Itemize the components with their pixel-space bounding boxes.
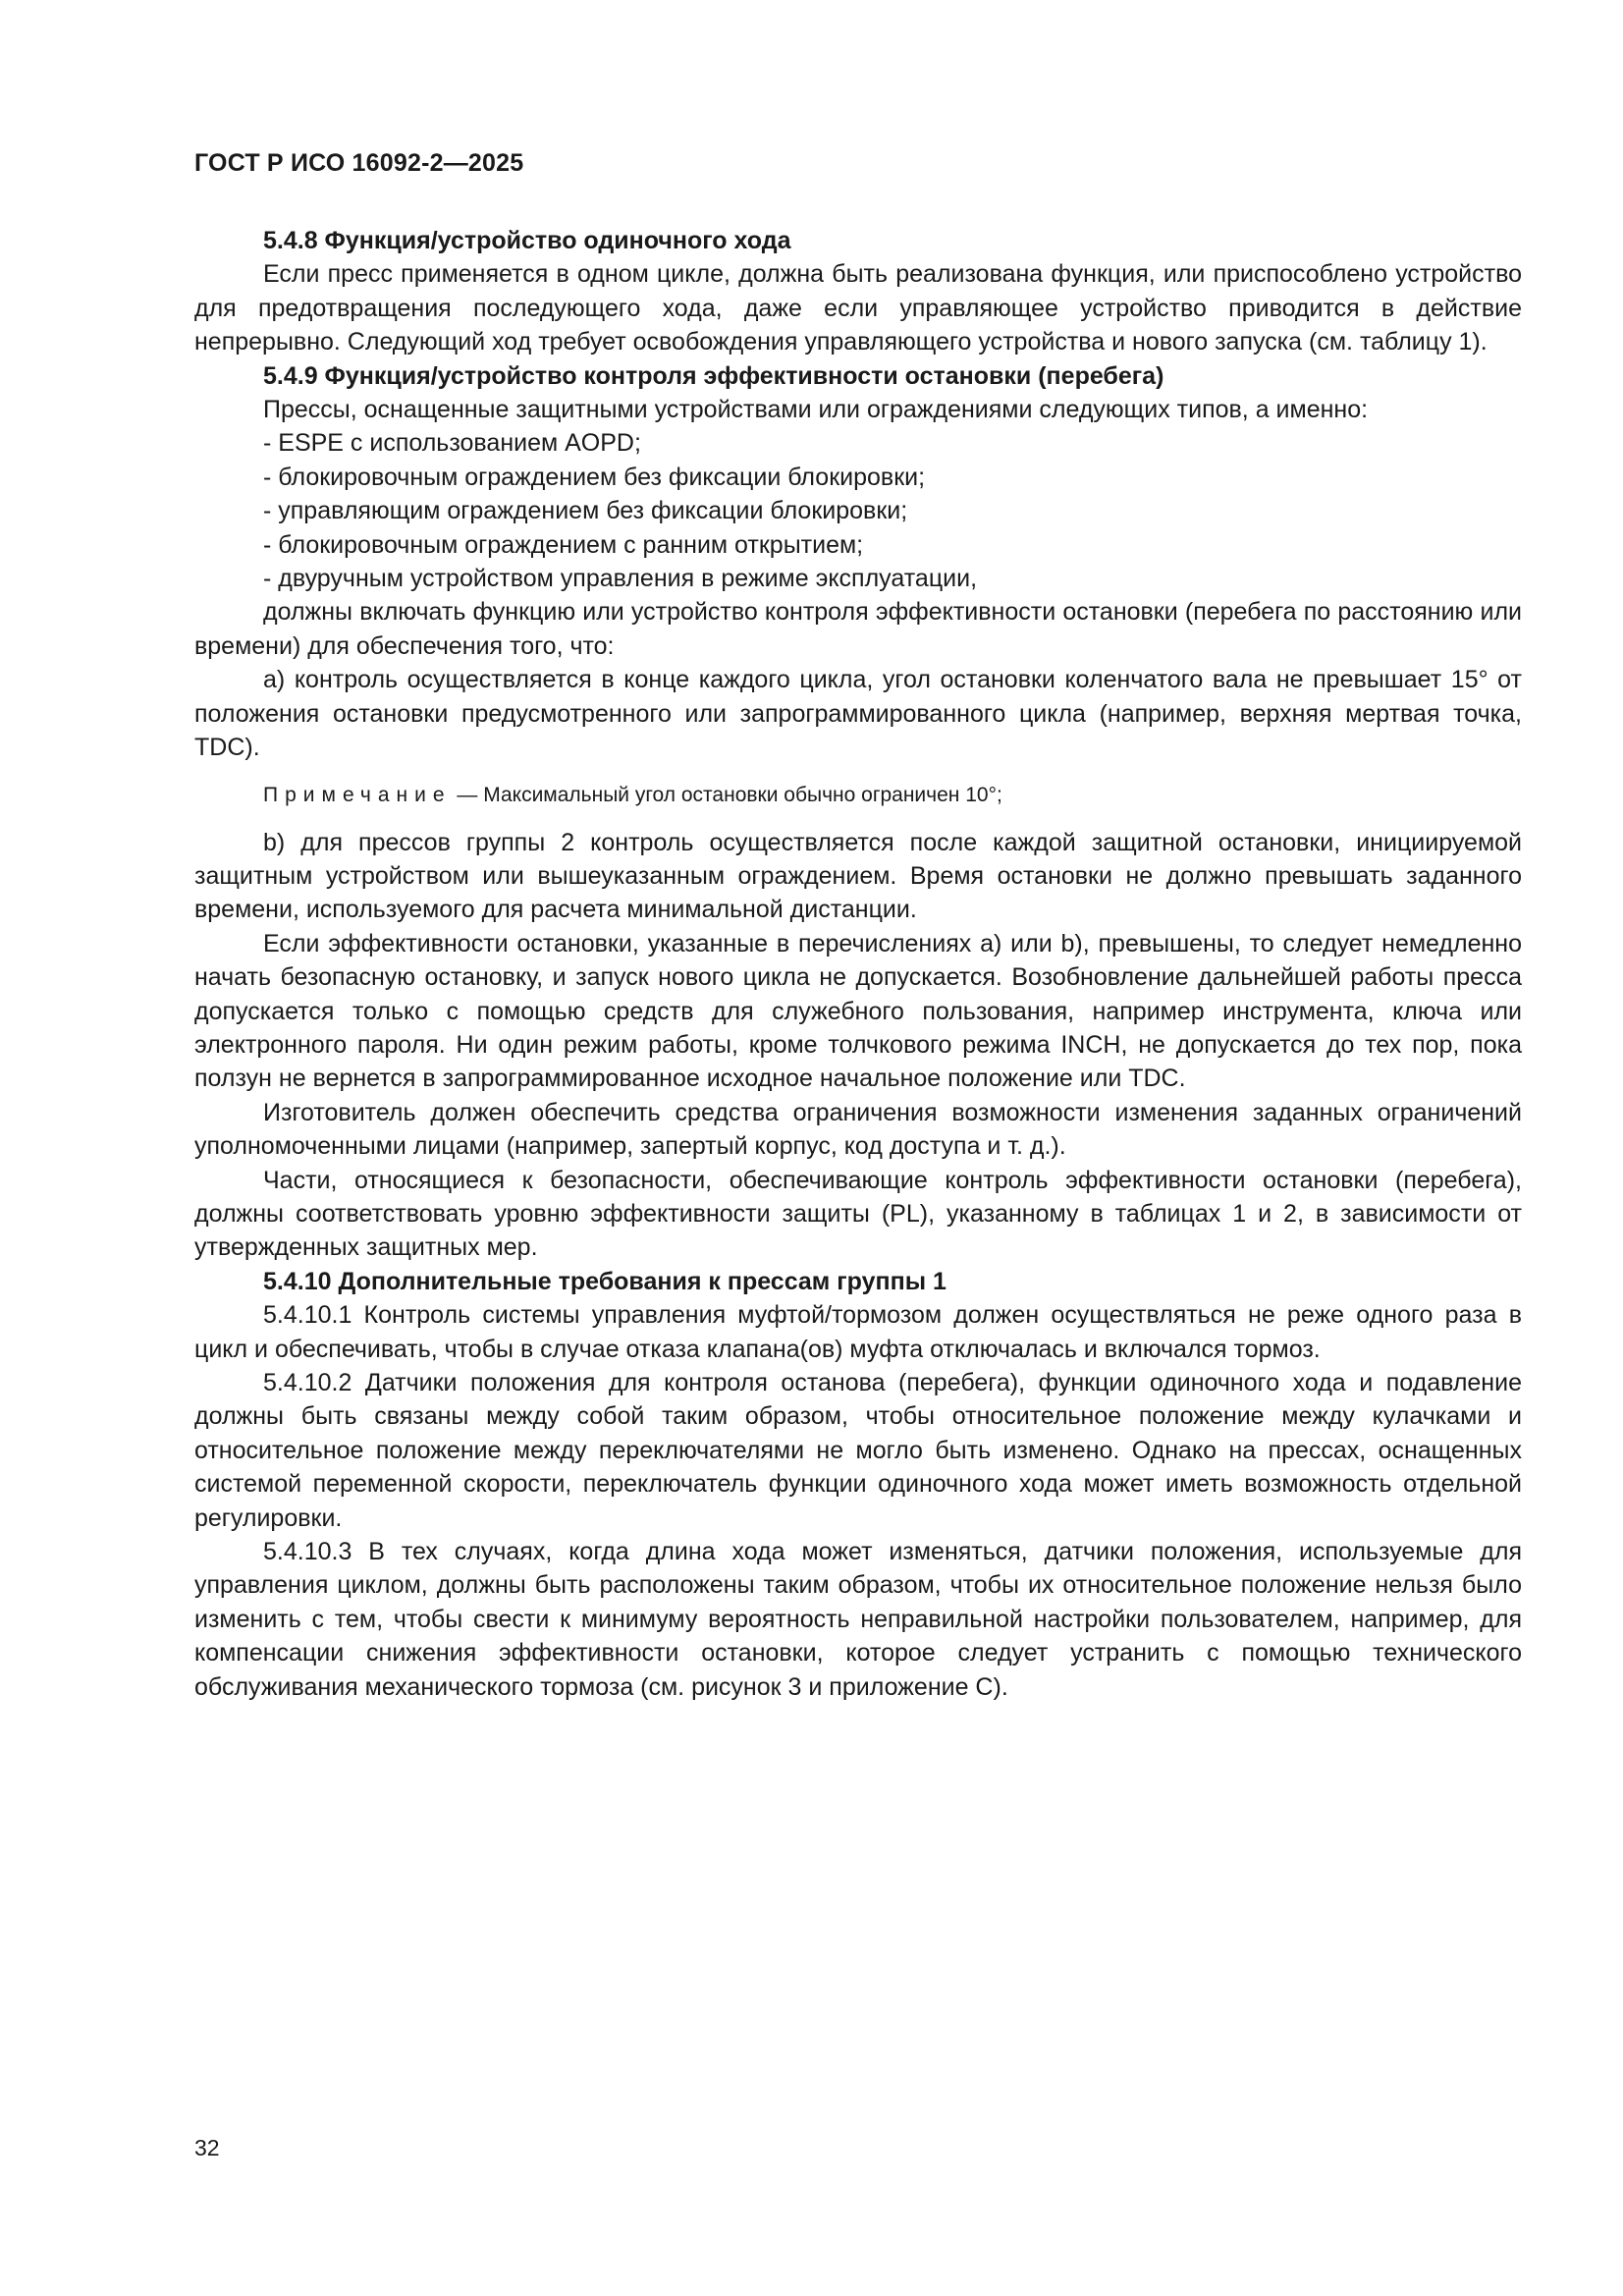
section-548-heading: 5.4.8 Функция/устройство одиночного хода xyxy=(263,227,791,254)
section-54101-text: 5.4.10.1 Контроль системы управления муфтой/тормозом должен осуществляться не реже одного раза в цикл и обеспечивать, чтобы в случае отказа клапана(ов) муфта отключалась и включался тормоз. xyxy=(194,1301,1522,1363)
section-549-after-list: должны включать функцию или устройство контроля эффективности остановки (перебега по расстоянию или времени) для обеспечения того, что: xyxy=(194,598,1522,660)
document-header: ГОСТ Р ИСО 16092-2—2025 xyxy=(194,149,524,177)
list-item: - блокировочным ограждением без фиксации блокировки; xyxy=(263,463,926,491)
section-549-intro: Прессы, оснащенные защитными устройствами или ограждениями следующих типов, а именно: xyxy=(263,396,1369,424)
section-549-paragraph-2: Изготовитель должен обеспечить средства ограничения возможности изменения заданных ограничений уполномоченными лицами (например, запертый корпус, код доступа и т. д.). xyxy=(194,1098,1522,1161)
section-54102-text: 5.4.10.2 Датчики положения для контроля останова (перебега), функции одиночного хода и подавление должны быть связаны между собой таким образом, чтобы относительное положение между кулачками и относительное положение между переключателями не могло быть изменено. Однако на прессах, оснащенных системой переменной скорости, переключатель функции одиночного хода может иметь возможность отдельной регулировки. xyxy=(194,1369,1522,1532)
document-body xyxy=(194,224,1522,1704)
note xyxy=(194,779,1522,812)
enumeration-a: a) контроль осуществляется в конце каждого цикла, угол остановки коленчатого вала не превышает 15° от положения остановки предусмотренного или запрограммированного цикла (например, верхняя мертвая точка, TDC). xyxy=(194,666,1522,762)
page-number: 32 xyxy=(194,2135,220,2160)
section-549-paragraph-3: Части, относящиеся к безопасности, обеспечивающие контроль эффективности остановки (перебега), должны соответствовать уровню эффективности защиты (PL), указанному в таблицах 1 и 2, в зависимости от утвержденных защитных мер. xyxy=(194,1166,1522,1262)
section-5410-heading: 5.4.10 Дополнительные требования к прессам группы 1 xyxy=(263,1267,947,1295)
section-548-text: Если пресс применяется в одном цикле, должна быть реализована функция, или приспособлено устройство для предотвращения последующего хода, даже если управляющее устройство приводится в действие непрерывно. Следующий ход требует освобождения управляющего устройства и нового запуска (см. таблицу 1). xyxy=(194,260,1522,356)
section-54103-text: 5.4.10.3 В тех случаях, когда длина хода может изменяться, датчики положения, используемые для управления циклом, должны быть расположены таким образом, чтобы их относительное положение нельзя было изменить с тем, чтобы свести к минимуму вероятность неправильной настройки пользователем, например, для компенсации снижения эффективности остановки, которое следует устранить с помощью технического обслуживания механического тормоза (см. рисунок 3 и приложение С). xyxy=(194,1538,1522,1701)
enumeration-b: b) для прессов группы 2 контроль осуществляется после каждой защитной остановки, инициируемой защитным устройством или вышеуказанным ограждением. Время остановки не должно превышать заданного времени, используемого для расчета минимальной дистанции. xyxy=(194,828,1522,924)
section-549-heading: 5.4.9 Функция/устройство контроля эффективности остановки (перебега) xyxy=(263,361,1164,390)
list-item: - двуручным устройством управления в режиме эксплуатации, xyxy=(263,565,978,593)
note-text: — Максимальный угол остановки обычно ограничен 10°; xyxy=(451,783,1002,806)
section-549-paragraph-1: Если эффективности остановки, указанные в перечислениях a) или b), превышены, то следует немедленно начать безопасную остановку, и запуск нового цикла не допускается. Возобновление дальнейшей работы пресса допускается только с помощью средств для служебного пользования, например инструмента, ключа или электронного пароля. Ни один режим работы, кроме толчкового режима INCH, не допускается до тех пор, пока ползун не вернется в запрограммированное исходное начальное положение или TDC. xyxy=(194,929,1522,1093)
note-label: Примечание xyxy=(263,783,452,806)
list-item: - ESPE с использованием AOPD; xyxy=(263,429,641,458)
list-item: - блокировочным ограждением с ранним открытием; xyxy=(263,530,864,559)
list-item: - управляющим ограждением без фиксации блокировки; xyxy=(263,497,908,525)
